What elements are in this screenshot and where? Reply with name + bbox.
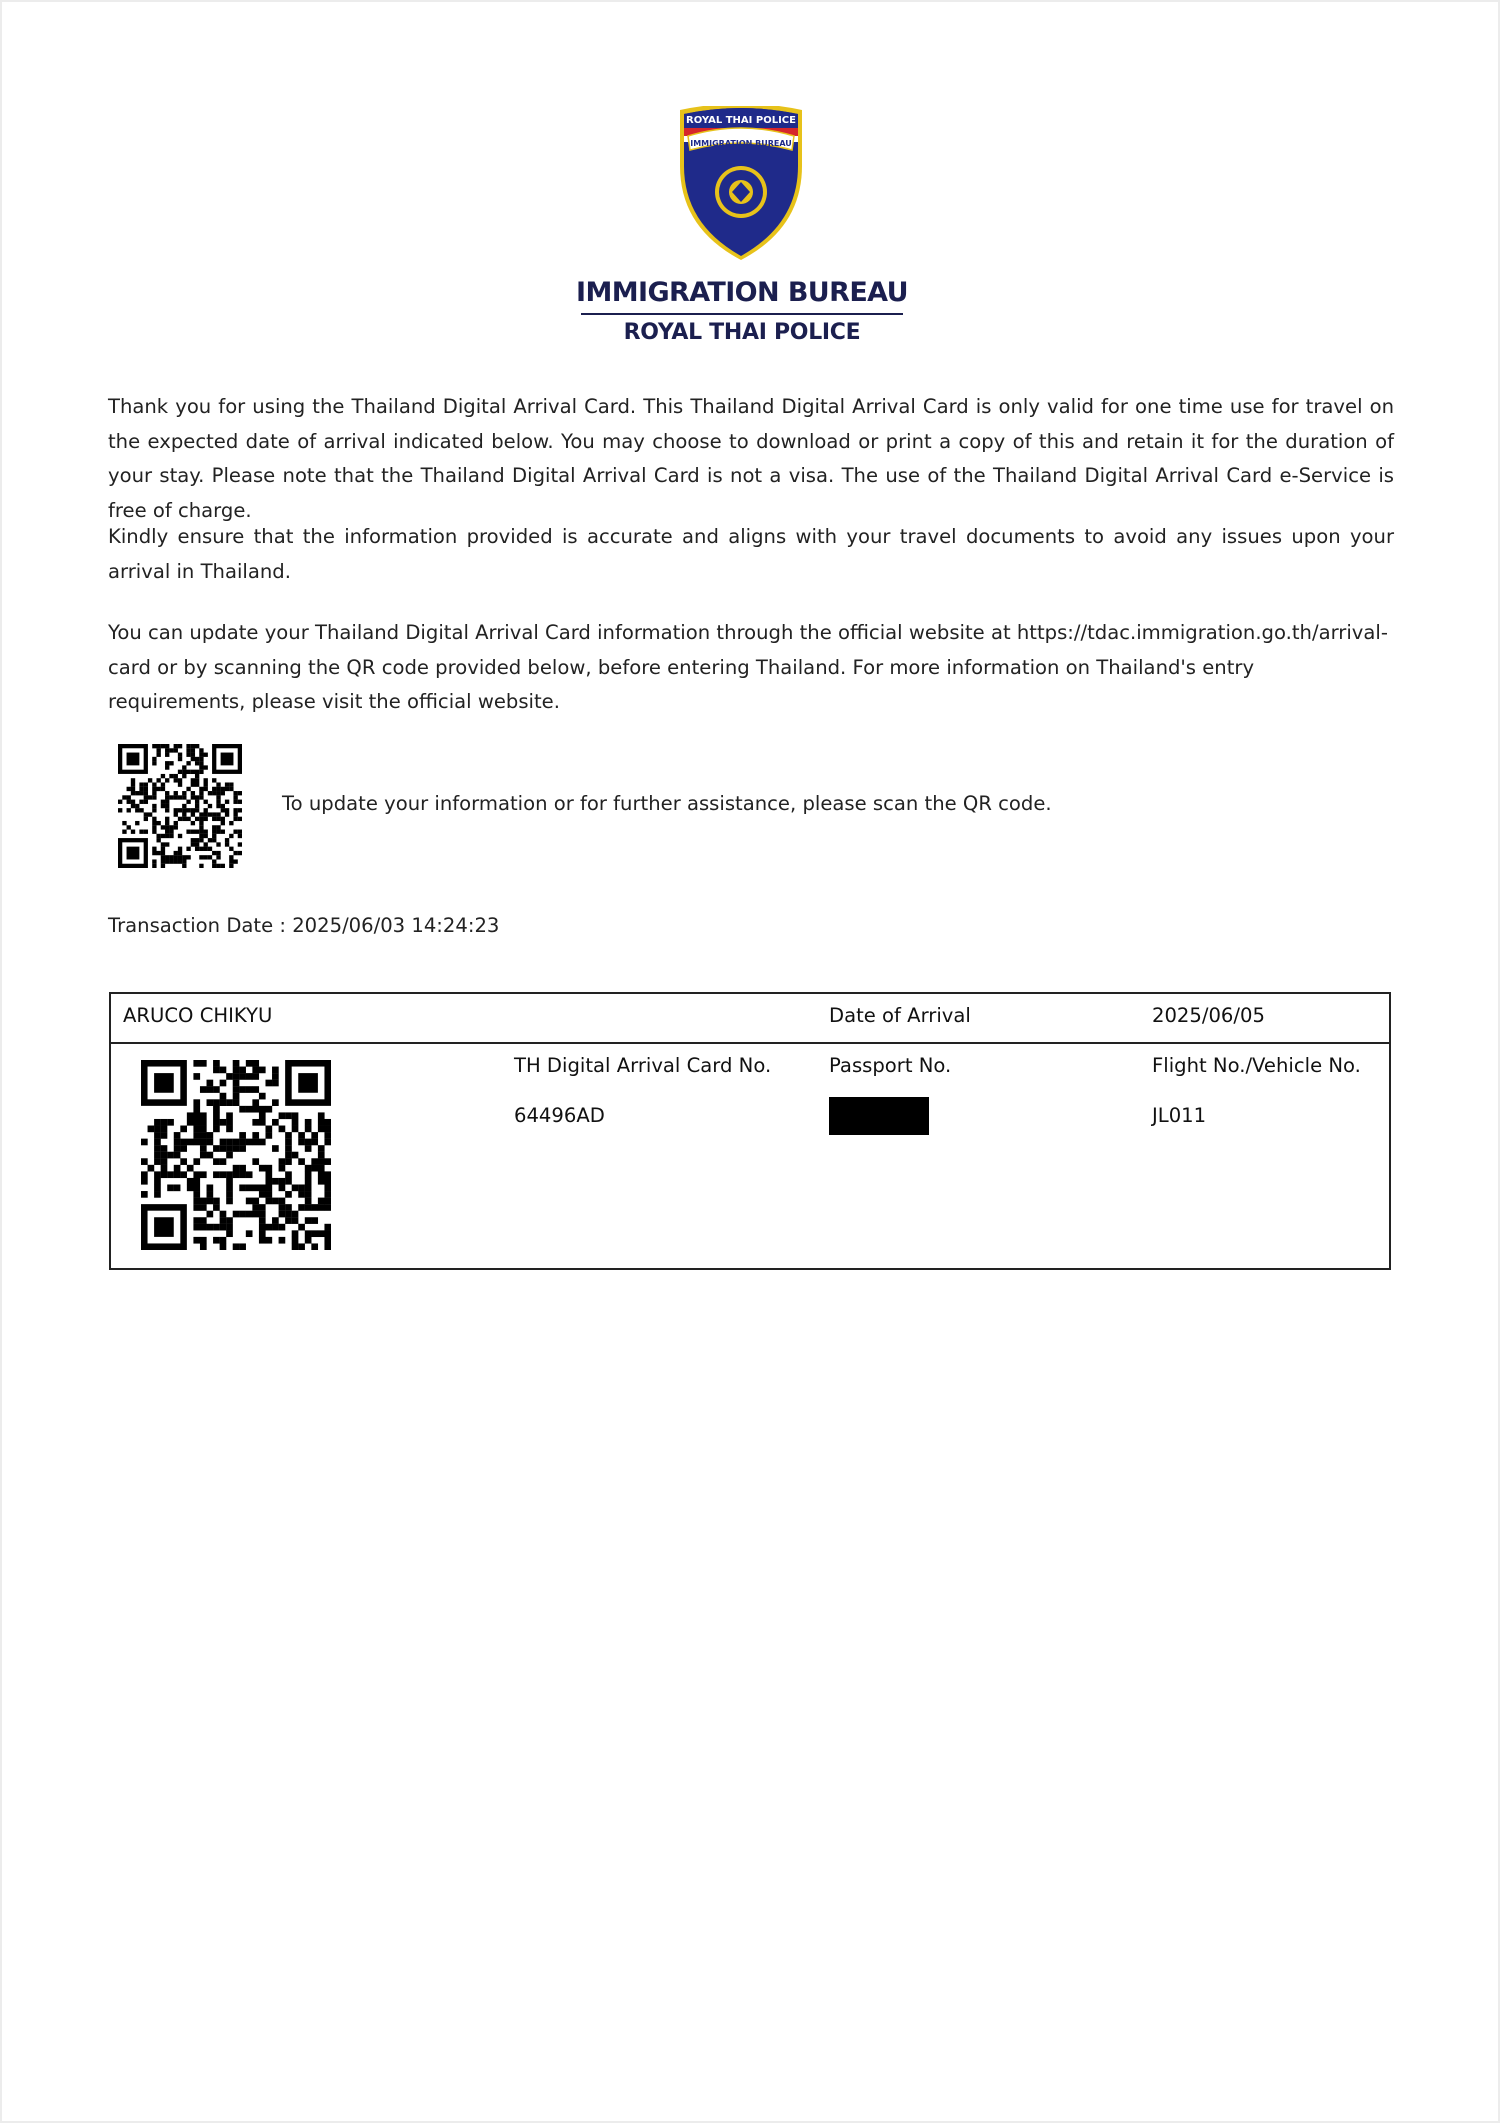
traveler-name: ARUCO CHIKYU	[123, 1004, 273, 1027]
accuracy-paragraph: Kindly ensure that the information provided is accurate and aligns with your travel documents to avoid any issues upon your arrival in Thailand.	[108, 525, 1394, 583]
passport-number-redacted	[829, 1097, 929, 1135]
intro-paragraph: Thank you for using the Thailand Digital Arrival Card. This Thailand Digital Arrival Card is only valid for one time use for travel on the expected date of arrival indicated below. You may choose to download or print a copy of this and retain it for the duration of your stay. Please note that the Thailand Digital Arrival Card is not a visa. The use of the Thailand Digital Arrival Card e-Service is free of charge.	[108, 395, 1394, 522]
tdac-number-value: 64496AD	[514, 1104, 605, 1127]
update-paragraph: You can update your Thailand Digital Arrival Card information through the official website at https://tdac.immigration.go.th/arrival-card or by scanning the QR code provided below, before entering Thailand. For more information on Thailand's entry requirements, please visit the official website.	[108, 621, 1388, 713]
passport-number-label: Passport No.	[829, 1054, 952, 1077]
transaction-date	[108, 914, 499, 937]
arrival-card-qr-code[interactable]	[141, 1060, 331, 1250]
arrival-date-value: 2025/06/05	[1152, 1004, 1265, 1027]
qr-note: To update your information or for further assistance, please scan the QR code.	[282, 792, 1052, 815]
brand-divider	[581, 313, 903, 315]
brand-block	[562, 276, 922, 347]
transaction-date-label: Transaction Date :	[108, 914, 286, 937]
badge-ribbon-text: IMMIGRATION BUREAU	[690, 139, 792, 148]
brand-subtitle: ROYAL THAI POLICE	[623, 320, 861, 345]
arrival-card-header	[111, 994, 1389, 1044]
transaction-date-value: 2025/06/03 14:24:23	[292, 914, 500, 937]
badge-top-text: ROYAL THAI POLICE	[686, 115, 796, 126]
brand-title: IMMIGRATION BUREAU	[576, 277, 908, 308]
flight-number-label: Flight No./Vehicle No.	[1152, 1054, 1361, 1077]
flight-number-value: JL011	[1152, 1104, 1207, 1127]
arrival-card-box	[109, 992, 1391, 1270]
update-qr-code[interactable]	[118, 744, 242, 868]
arrival-date-label: Date of Arrival	[829, 1004, 971, 1027]
tdac-number-label: TH Digital Arrival Card No.	[514, 1054, 772, 1077]
royal-thai-police-badge-icon	[674, 106, 808, 260]
